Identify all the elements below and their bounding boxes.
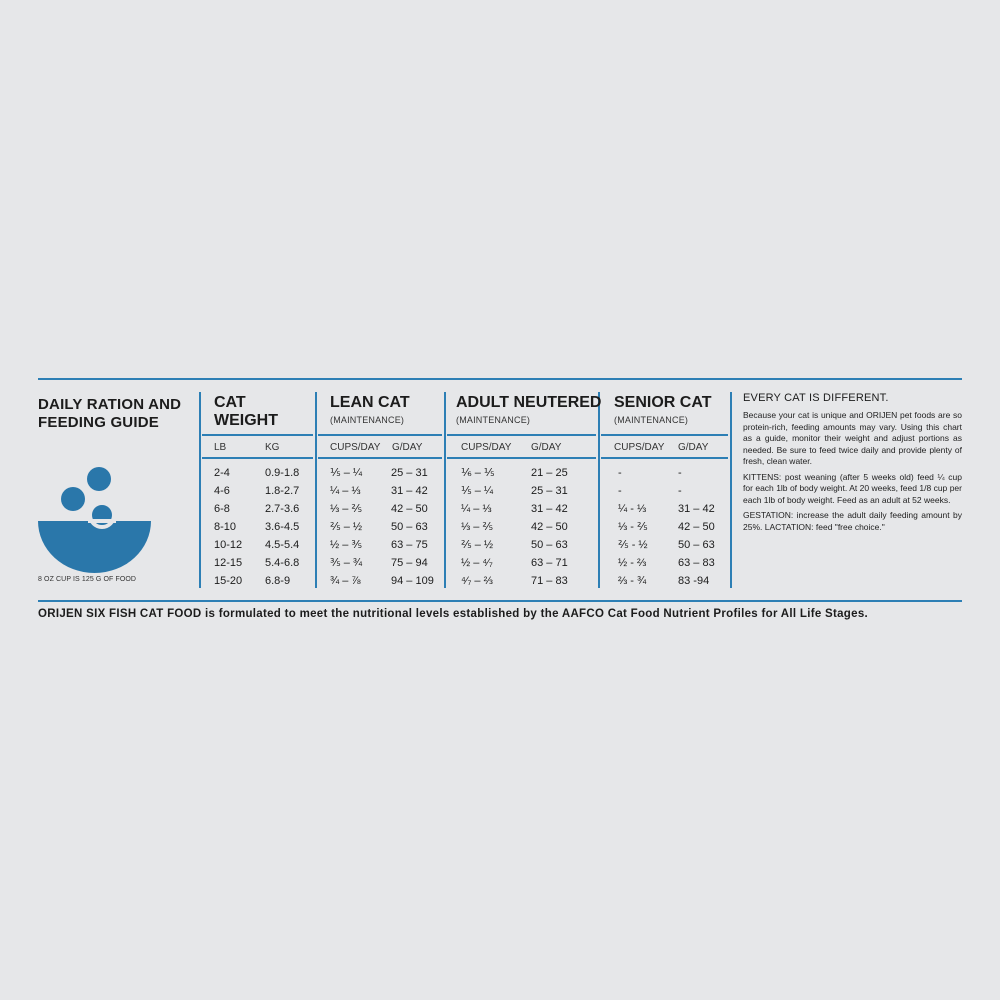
- table-cell: 63 – 83: [678, 557, 715, 569]
- table-cell: 15-20: [214, 575, 243, 587]
- table-cell: ⅖ – ½: [330, 521, 363, 533]
- food-bowl-icon: [38, 464, 153, 574]
- lean-grams-column: [391, 464, 434, 590]
- subheader-rule: [447, 457, 596, 459]
- info-panel: [743, 392, 962, 537]
- table-cell: 8-10: [214, 521, 237, 533]
- table-cell: 50 – 63: [531, 539, 568, 551]
- kg-column: [265, 464, 299, 590]
- header-rule: [601, 434, 728, 436]
- senior-grams-column: [678, 464, 715, 590]
- cups-label: CUPS/DAY: [330, 442, 381, 453]
- table-cell: ½ - ⅔: [618, 557, 647, 569]
- table-cell: 4-6: [214, 485, 230, 497]
- table-cell: 21 – 25: [531, 467, 568, 479]
- feeding-guide: [38, 378, 962, 628]
- kg-label: KG: [265, 442, 280, 453]
- table-cell: ⅓ - ⅖: [618, 521, 648, 533]
- table-cell: ⅓ – ⅖: [461, 521, 494, 533]
- table-cell: -: [678, 485, 682, 497]
- table-cell: ½ – ⁴⁄₇: [461, 557, 493, 569]
- top-rule: [38, 378, 962, 380]
- adult-neutered-header: ADULT NEUTERED: [456, 394, 602, 411]
- adult-neutered-subtitle: (MAINTENANCE): [456, 415, 531, 425]
- table-cell: 1.8-2.7: [265, 485, 300, 497]
- gestation-paragraph: GESTATION: increase the adult daily feeding amount by 25%. LACTATION: feed "free choice.": [743, 510, 962, 532]
- table-cell: 63 – 71: [531, 557, 568, 569]
- table-cell: -: [618, 467, 622, 479]
- column-divider: [730, 392, 732, 588]
- senior-cups-column: [618, 464, 648, 590]
- table-cell: 71 – 83: [531, 575, 568, 587]
- table-cell: -: [618, 485, 622, 497]
- table-cell: ⅓ – ⅖: [330, 503, 363, 515]
- cat-weight-header: CAT WEIGHT: [214, 394, 278, 429]
- table-cell: ⅙ – ⅕: [461, 467, 495, 479]
- lean-cat-header: LEAN CAT: [330, 394, 410, 411]
- column-divider: [598, 392, 600, 588]
- table-cell: ¼ – ⅓: [461, 503, 492, 515]
- column-divider: [315, 392, 317, 588]
- guide-title: DAILY RATION AND FEEDING GUIDE: [38, 396, 182, 431]
- table-cell: 2-4: [214, 467, 230, 479]
- column-divider: [444, 392, 446, 588]
- table-cell: ¾ – ⅞: [330, 575, 361, 587]
- table-cell: 10-12: [214, 539, 243, 551]
- column-divider: [199, 392, 201, 588]
- table-cell: 25 – 31: [391, 467, 428, 479]
- lb-column: [214, 464, 242, 590]
- grams-label: G/DAY: [531, 442, 562, 453]
- table-cell: ⅖ – ½: [461, 539, 494, 551]
- table-cell: 25 – 31: [531, 485, 568, 497]
- table-cell: 50 – 63: [391, 521, 428, 533]
- table-cell: 6-8: [214, 503, 230, 515]
- neutered-grams-column: [531, 464, 568, 590]
- lb-label: LB: [214, 442, 227, 453]
- table-cell: ¼ - ⅓: [618, 503, 647, 515]
- cups-label: CUPS/DAY: [614, 442, 665, 453]
- header-rule: [318, 434, 442, 436]
- grams-label: G/DAY: [678, 442, 709, 453]
- table-cell: 94 – 109: [391, 575, 434, 587]
- table-cell: ⅕ – ¼: [461, 485, 494, 497]
- table-cell: ¼ – ⅓: [330, 485, 361, 497]
- table-cell: 6.8-9: [265, 575, 291, 587]
- table-cell: ⁴⁄₇ – ⅔: [461, 575, 493, 587]
- table-cell: 31 – 42: [678, 503, 715, 515]
- kittens-paragraph: KITTENS: post weaning (after 5 weeks old) feed ¼ cup for each 1lb of body weight. At 20 weeks, feed 1/8 cup per each 1lb of body weight. Feed as an adult at 52 weeks.: [743, 471, 962, 505]
- table-cell: 4.5-5.4: [265, 539, 300, 551]
- table-cell: ⅔ - ¾: [618, 575, 647, 587]
- table-cell: 63 – 75: [391, 539, 428, 551]
- table-cell: 2.7-3.6: [265, 503, 300, 515]
- cups-label: CUPS/DAY: [461, 442, 512, 453]
- info-paragraph: Because your cat is unique and ORIJEN pet foods are so protein-rich, feeding amounts may vary. Using this chart as a guide, monitor their weight and adjust portions as needed. Be sure to feed twice daily and provide plenty of fresh, clean water.: [743, 410, 962, 466]
- table-cell: 12-15: [214, 557, 243, 569]
- table-cell: 42 – 50: [531, 521, 568, 533]
- table-cell: ⅖ - ½: [618, 539, 648, 551]
- senior-cat-subtitle: (MAINTENANCE): [614, 415, 689, 425]
- table-cell: 5.4-6.8: [265, 557, 300, 569]
- cup-note: 8 OZ CUP IS 125 G OF FOOD: [38, 576, 137, 583]
- table-cell: 75 – 94: [391, 557, 428, 569]
- aafco-statement: ORIJEN SIX FISH CAT FOOD is formulated to meet the nutritional levels established by the AAFCO Cat Food Nutrient Profiles for All Life Stages.: [38, 608, 869, 620]
- table-cell: 31 – 42: [391, 485, 428, 497]
- table-cell: 42 – 50: [678, 521, 715, 533]
- table-cell: 42 – 50: [391, 503, 428, 515]
- table-cell: 83 -94: [678, 575, 710, 587]
- bottom-rule: [38, 600, 962, 602]
- table-cell: -: [678, 467, 682, 479]
- header-rule: [202, 434, 313, 436]
- lean-cups-column: [330, 464, 362, 590]
- subheader-rule: [318, 457, 442, 459]
- subheader-rule: [202, 457, 313, 459]
- senior-cat-header: SENIOR CAT: [614, 394, 712, 411]
- info-title: EVERY CAT IS DIFFERENT.: [743, 392, 889, 404]
- header-rule: [447, 434, 596, 436]
- table-cell: ½ – ⅗: [330, 539, 363, 551]
- subheader-rule: [601, 457, 728, 459]
- neutered-cups-column: [461, 464, 495, 590]
- table-cell: 50 – 63: [678, 539, 715, 551]
- table-cell: 31 – 42: [531, 503, 568, 515]
- lean-cat-subtitle: (MAINTENANCE): [330, 415, 405, 425]
- table-cell: ⅕ – ¼: [330, 467, 363, 479]
- table-cell: ⅗ – ¾: [330, 557, 363, 569]
- grams-label: G/DAY: [392, 442, 423, 453]
- table-cell: 3.6-4.5: [265, 521, 300, 533]
- table-cell: 0.9-1.8: [265, 467, 300, 479]
